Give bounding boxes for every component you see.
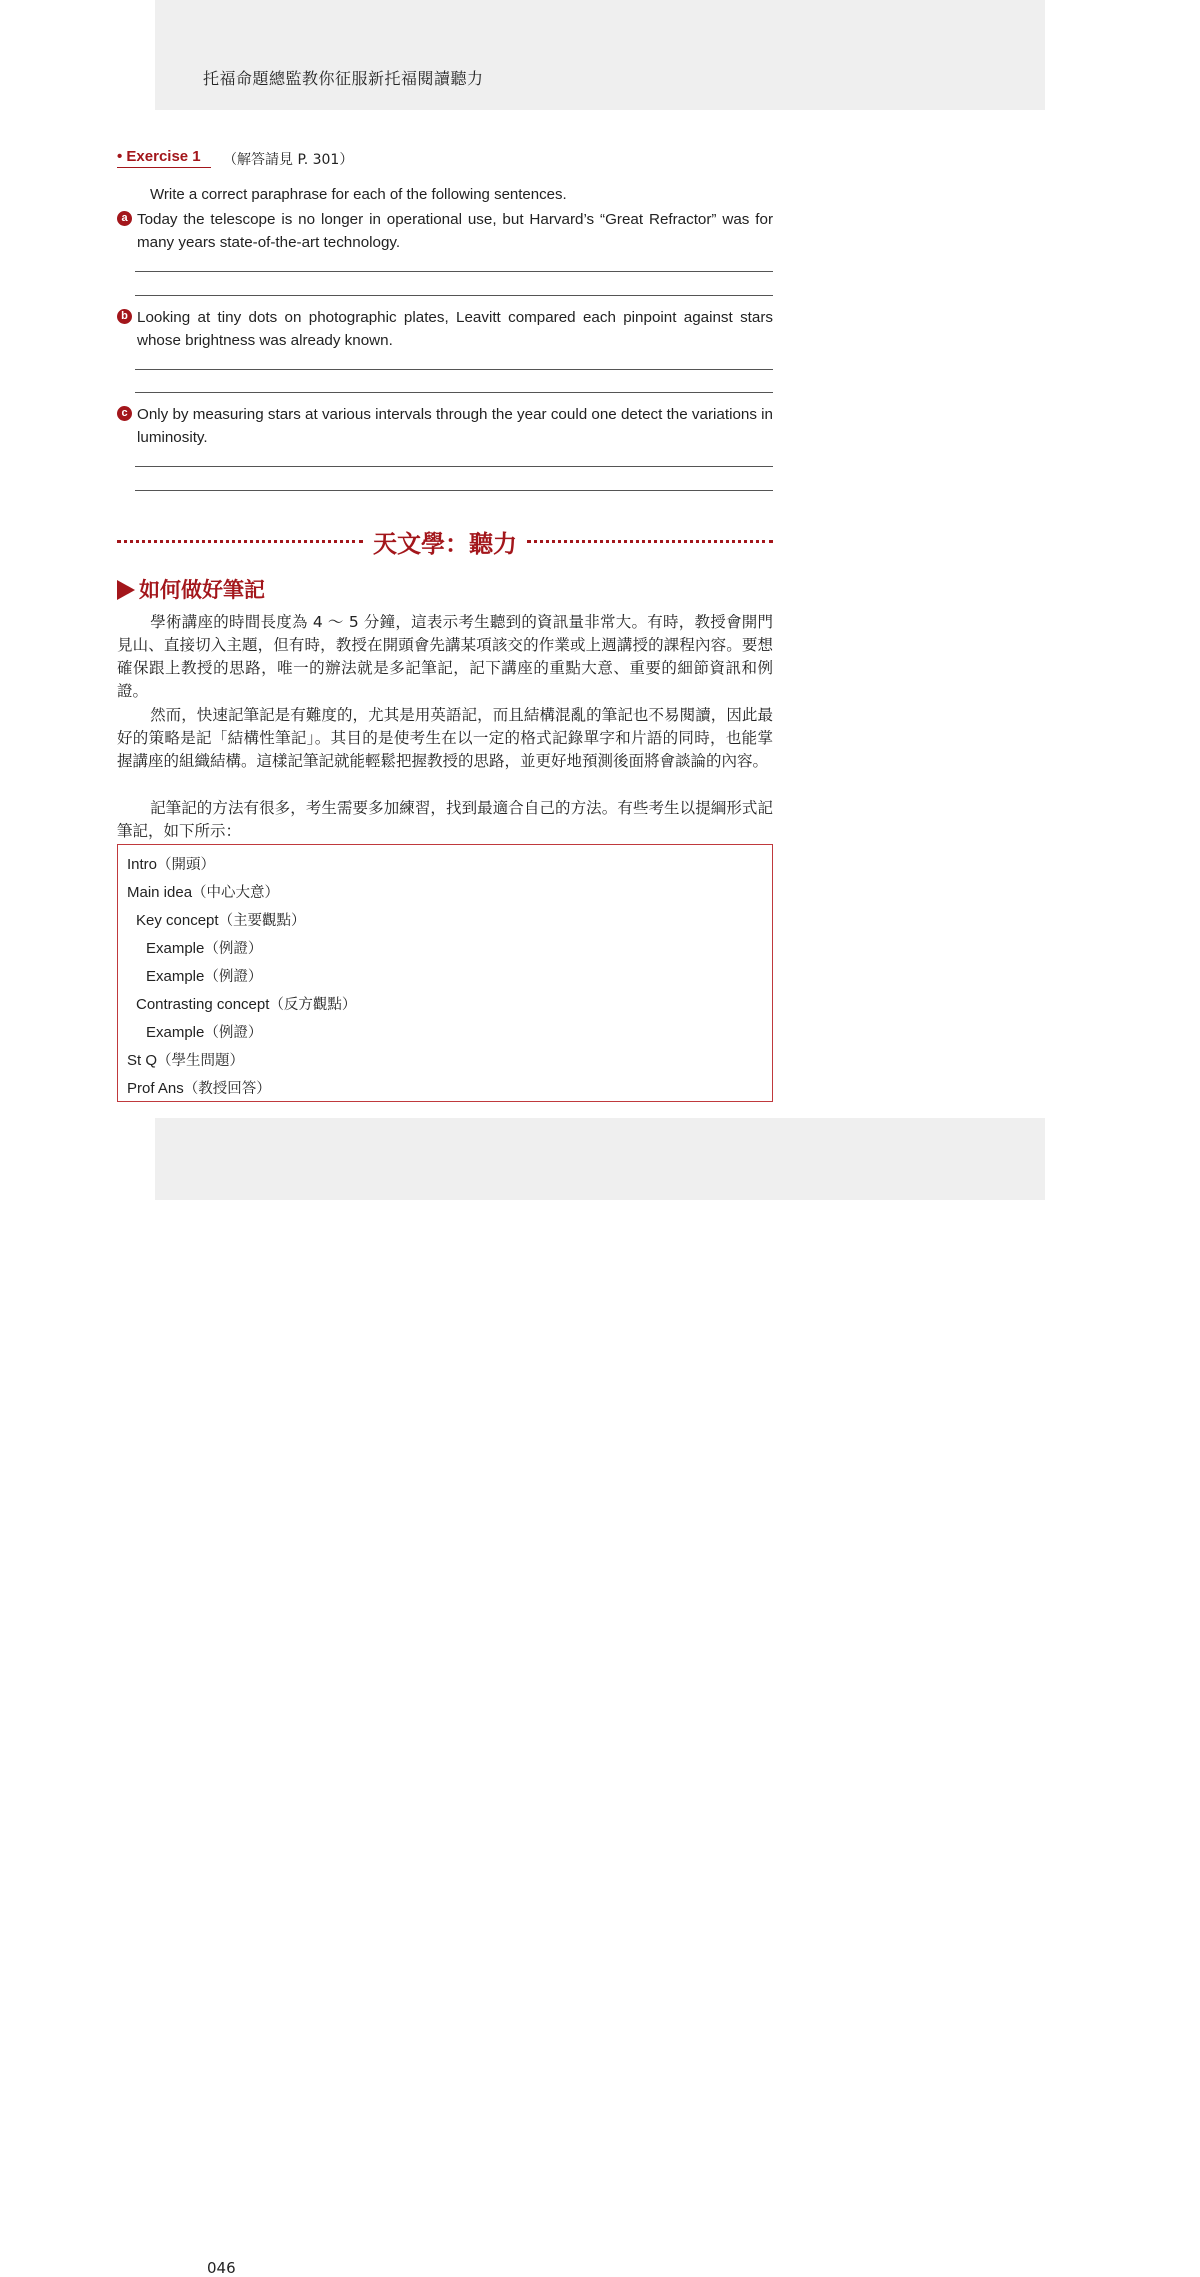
subheading-text: 如何做好筆記 — [139, 577, 265, 602]
section-title-bar — [117, 524, 773, 558]
header-band — [155, 0, 1045, 110]
paragraph — [117, 704, 773, 773]
subheading — [117, 574, 265, 604]
outline-box — [117, 844, 773, 1102]
answer-line[interactable] — [135, 271, 773, 272]
item-sentence: Today the telescope is no longer in operational use, but Harvard’s “Great Refractor” was for many years state-of-the-art technology. — [137, 211, 773, 251]
outline-line-example: Example（例證） — [146, 1024, 263, 1041]
item-sentence: Looking at tiny dots on photographic plates, Leavitt compared each pinpoint against stars whose brightness was already known. — [137, 309, 773, 349]
outline-line-professor-answer: Prof Ans（教授回答） — [127, 1080, 271, 1097]
outline-line-key-concept: Key concept（主要觀點） — [136, 912, 306, 929]
outline-line-example: Example（例證） — [146, 940, 263, 957]
exercise-heading — [117, 148, 773, 172]
paragraph-text: 然而，快速記筆記是有難度的，尤其是用英語記，而且結構混亂的筆記也不易閱讀，因此最好的策略是記「結構性筆記」。其目的是使考生在以一定的格式記錄單字和片語的同時，也能掌握講座的組織結構。這樣記筆記就能輕鬆把握教授的思路，並更好地預測後面將會談論的內容。 — [117, 706, 773, 770]
exercise-label: • Exercise 1 — [117, 148, 201, 165]
outline-line-example: Example（例證） — [146, 968, 263, 985]
page-number: 046 — [207, 2259, 236, 2277]
answer-line[interactable] — [135, 392, 773, 393]
triangle-arrow-icon — [117, 580, 135, 600]
item-letter-badge: a — [117, 211, 132, 226]
running-head: 托福命題總監教你征服新托福閱讀聽力 — [203, 69, 484, 88]
paragraph-text: 記筆記的方法有很多，考生需要多加練習，找到最適合自己的方法。有些考生以提綱形式記筆記，如下所示： — [117, 799, 773, 840]
exercise-label-underline — [117, 167, 211, 168]
answer-reference: （解答請見 P. 301） — [223, 152, 354, 168]
exercise-item-b — [117, 306, 773, 356]
outline-line-contrasting-concept: Contrasting concept（反方觀點） — [136, 996, 357, 1013]
paragraph — [117, 611, 773, 703]
footer-band — [155, 1118, 1045, 2277]
exercise-item-a — [117, 208, 773, 258]
item-letter-badge: b — [117, 309, 132, 324]
answer-line[interactable] — [135, 369, 773, 370]
paragraph — [117, 797, 773, 843]
exercise-instruction: Write a correct paraphrase for each of the following sentences. — [150, 186, 567, 203]
answer-line[interactable] — [135, 295, 773, 296]
answer-line[interactable] — [135, 466, 773, 467]
dotted-rule-left — [117, 540, 363, 543]
paragraph-text: 學術講座的時間長度為 4 ～ 5 分鐘，這表示考生聽到的資訊量非常大。有時，教授會開門見山、直接切入主題，但有時，教授在開頭會先講某項該交的作業或上週講授的課程內容。要想確保跟上教授的思路，唯一的辦法就是多記筆記，記下講座的重點大意、重要的細節資訊和例證。 — [117, 613, 773, 700]
outline-line-intro: Intro（開頭） — [127, 856, 216, 873]
outline-line-student-question: St Q（學生問題） — [127, 1052, 245, 1069]
item-letter-badge: c — [117, 406, 132, 421]
dotted-rule-right — [527, 540, 773, 543]
item-sentence: Only by measuring stars at various intervals through the year could one detect the variations in luminosity. — [137, 406, 773, 446]
answer-line[interactable] — [135, 490, 773, 491]
exercise-item-c — [117, 403, 773, 453]
outline-line-main-idea: Main idea（中心大意） — [127, 884, 280, 901]
section-title: 天文學：聽力 — [373, 530, 517, 558]
